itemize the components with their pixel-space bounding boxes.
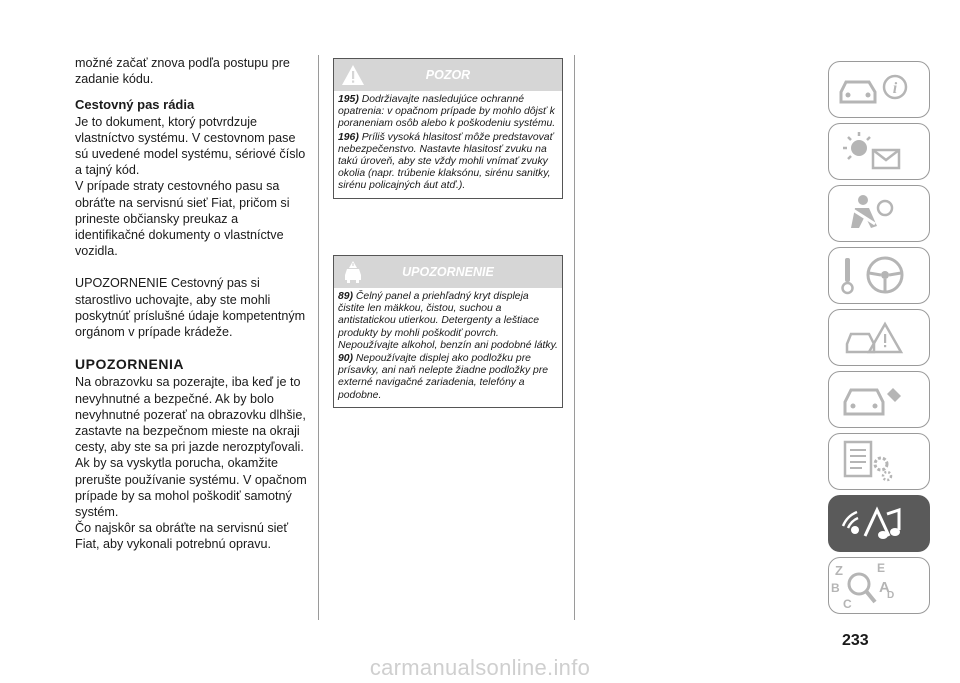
section-heading-radio-passport: Cestovný pas rádia [75,97,195,113]
svg-text:i: i [892,80,898,97]
section-heading-warnings: UPOZORNENIA [75,356,184,373]
pozor-body [334,91,562,198]
upozornenie-title: UPOZORNENIE [402,265,494,279]
upozornenie-body [334,288,562,407]
safety-seat-icon [829,186,929,241]
index-letter: Z [835,563,843,578]
index-letter: B [831,581,840,595]
paragraph: Čo najskôr sa obráťte na servisnú sieť Fiat, aby vykonali potrebnú opravu. [75,521,289,552]
watermark: carmanualsonline.info [369,655,591,680]
page-number: 233 [842,632,869,649]
chapter-tab-safety[interactable] [828,185,930,242]
chapter-tab-multimedia[interactable] [828,495,930,552]
note-number: 90) [338,353,354,365]
upozornenie-header [334,256,562,288]
paragraph: Je to dokument, ktorý potvrdzuje vlastníctvo systému. V cestovnom pase sú uvedené model systému, sériové číslo a tajný kód. [75,114,306,178]
paragraph: V prípade straty cestovného pasu sa obráťte na servisnú sieť Fiat, pričom si prineste občiansky preukaz a identifikačné dokumenty o vlastníctve vozidla. [75,179,290,259]
steering-wheel-icon [829,248,929,303]
index-letter: E [877,561,886,575]
upozornenie-box [333,255,563,408]
chapter-tab-emergency[interactable] [828,309,930,366]
note-text: Dodržiavajte nasledujúce ochranné opatrenia: v opačnom prípade by mohlo dôjsť k poraneniam osôb alebo k poškodeniu systému. [338,94,556,130]
multimedia-icon [829,496,929,551]
specs-icon [829,434,929,489]
note-text: Čelný panel a priehľadný kryt displeja čistite len mäkkou, čistou, suchou a antistatickou utierkou. Detergenty a leštiace produkty by mohli poškodiť povrch. Nepoužívajte alkohol, benzín ani podobné látky. [338,291,558,351]
column-divider [318,55,319,620]
note-item [338,353,558,402]
chapter-tab-warning-lights[interactable] [828,123,930,180]
index-letter: C [843,597,852,611]
note-item [338,94,558,131]
chapter-tab-car-info[interactable] [828,61,930,118]
note-item [338,132,558,193]
index-icon [829,558,929,613]
pozor-box [333,58,563,199]
note-number: 195) [338,94,359,105]
pozor-title: POZOR [425,68,471,82]
car-service-icon [829,372,929,427]
chapter-tab-technical-data[interactable] [828,433,930,490]
main-text-column [75,55,310,553]
note-item [338,291,558,352]
note-text: Nepoužívajte displej ako podložku pre prísavky, ani naň nelepte žiadne podložky pre externé navigačné zariadenia, telefóny a podobne. [338,353,549,401]
chapter-tab-index[interactable] [828,557,930,614]
chapter-tab-starting-driving[interactable] [828,247,930,304]
pozor-header [334,59,562,91]
paragraph: Na obrazovku sa pozerajte, iba keď je to nevyhnutné a bezpečné. Ak by bolo nevyhnutné pozerať na obrazovku dlhšie, zastavte na bezpečnom mieste na okraji cesty, aby ste sa pri jazde nerozptyľovali. [75,375,306,455]
car-info-icon [829,62,929,117]
note-number: 196) [338,131,359,143]
column-divider [574,55,575,620]
paragraph: UPOZORNENIE Cestovný pas si starostlivo uchovajte, aby ste mohli poskytnúť príslušné údaje kompetentným orgánom v prípade krádeže. [75,276,306,340]
note-text: Príliš vysoká hlasitosť môže predstavovať nebezpečenstvo. Nastavte hlasitosť zvuku na takú úroveň, aby ste vždy mohli vnímať zvuky okolia (napr. trúbenie klaksónu, sirénu sanitky, sirénu policajných áut atď.). [338,131,554,192]
index-letter: D [887,590,895,601]
breakdown-icon [829,310,929,365]
paragraph: Ak by sa vyskytla porucha, okamžite prerušte používanie systému. V opačnom prípade by sa mohol poškodiť samotný systém. [75,456,307,520]
intro-text: možné začať znova podľa postupu pre zadanie kódu. [75,56,290,87]
warning-lights-icon [829,124,929,179]
index-letter: A [879,579,890,596]
chapter-tab-maintenance[interactable] [828,371,930,428]
note-number: 89) [338,291,354,302]
